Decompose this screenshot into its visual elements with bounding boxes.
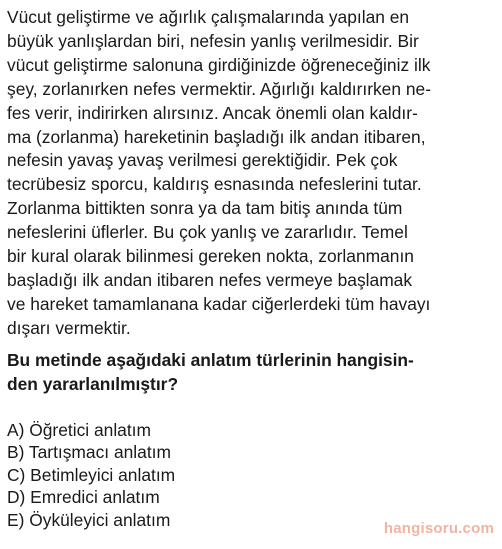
question-line: den yararlanılmıştır? <box>7 373 179 394</box>
passage-line: Vücut geliştirme ve ağırlık çalışmalarında yapılan en <box>7 7 410 27</box>
option-a[interactable]: A) Öğretici anlatım <box>7 420 151 440</box>
passage-line: şey, zorlanırken nefes vermektir. Ağırlığı kaldırırken ne- <box>7 78 431 99</box>
passage-line: büyük yanlışlardan biri, nefesin yanlış verilmesidir. Bir <box>7 30 419 51</box>
passage-line: fes verir, indirirken alırsınız. Ancak önemli olan kaldır- <box>7 102 418 123</box>
passage-line: başladığı ilk andan itibaren nefes vermeye başlamak <box>7 269 413 290</box>
passage-line: ma (zorlanma) hareketinin başladığı ilk andan itibaren, <box>7 126 426 147</box>
question-stem <box>7 349 497 397</box>
option-e[interactable]: E) Öyküleyici anlatım <box>7 509 171 530</box>
passage-line: dışarı vermektir. <box>7 317 131 338</box>
passage-line: vücut geliştirme salonuna girdiğinizde öğreneceğiniz ilk <box>7 54 431 75</box>
question-line: Bu metinde aşağıdaki anlatım türlerinin hangisin- <box>7 350 414 370</box>
option-b[interactable]: B) Tartışmacı anlatım <box>7 442 171 463</box>
passage-line: tecrübesiz sporcu, kaldırış esnasında nefeslerini tutar. <box>7 174 422 195</box>
passage-line: nefeslerini üflerler. Bu çok yanlış ve zararlıdır. Temel <box>7 222 408 243</box>
passage-line: Zorlanma bittikten sonra ya da tam bitiş anında tüm <box>7 198 403 219</box>
answer-options <box>7 419 175 531</box>
passage-line: ve hareket tamamlanana kadar ciğerlerdeki tüm havayı <box>7 293 431 314</box>
option-c[interactable]: C) Betimleyici anlatım <box>7 464 176 485</box>
watermark-logo: hangisoru.com <box>383 520 494 537</box>
passage-line: bir kural olarak bilinmesi gereken nokta, zorlanmanın <box>7 246 414 267</box>
passage-text <box>7 6 497 341</box>
option-d[interactable]: D) Emredici anlatım <box>7 487 160 508</box>
passage-line: nefesin yavaş yavaş verilmesi gerektiğidir. Pek çok <box>7 150 398 171</box>
